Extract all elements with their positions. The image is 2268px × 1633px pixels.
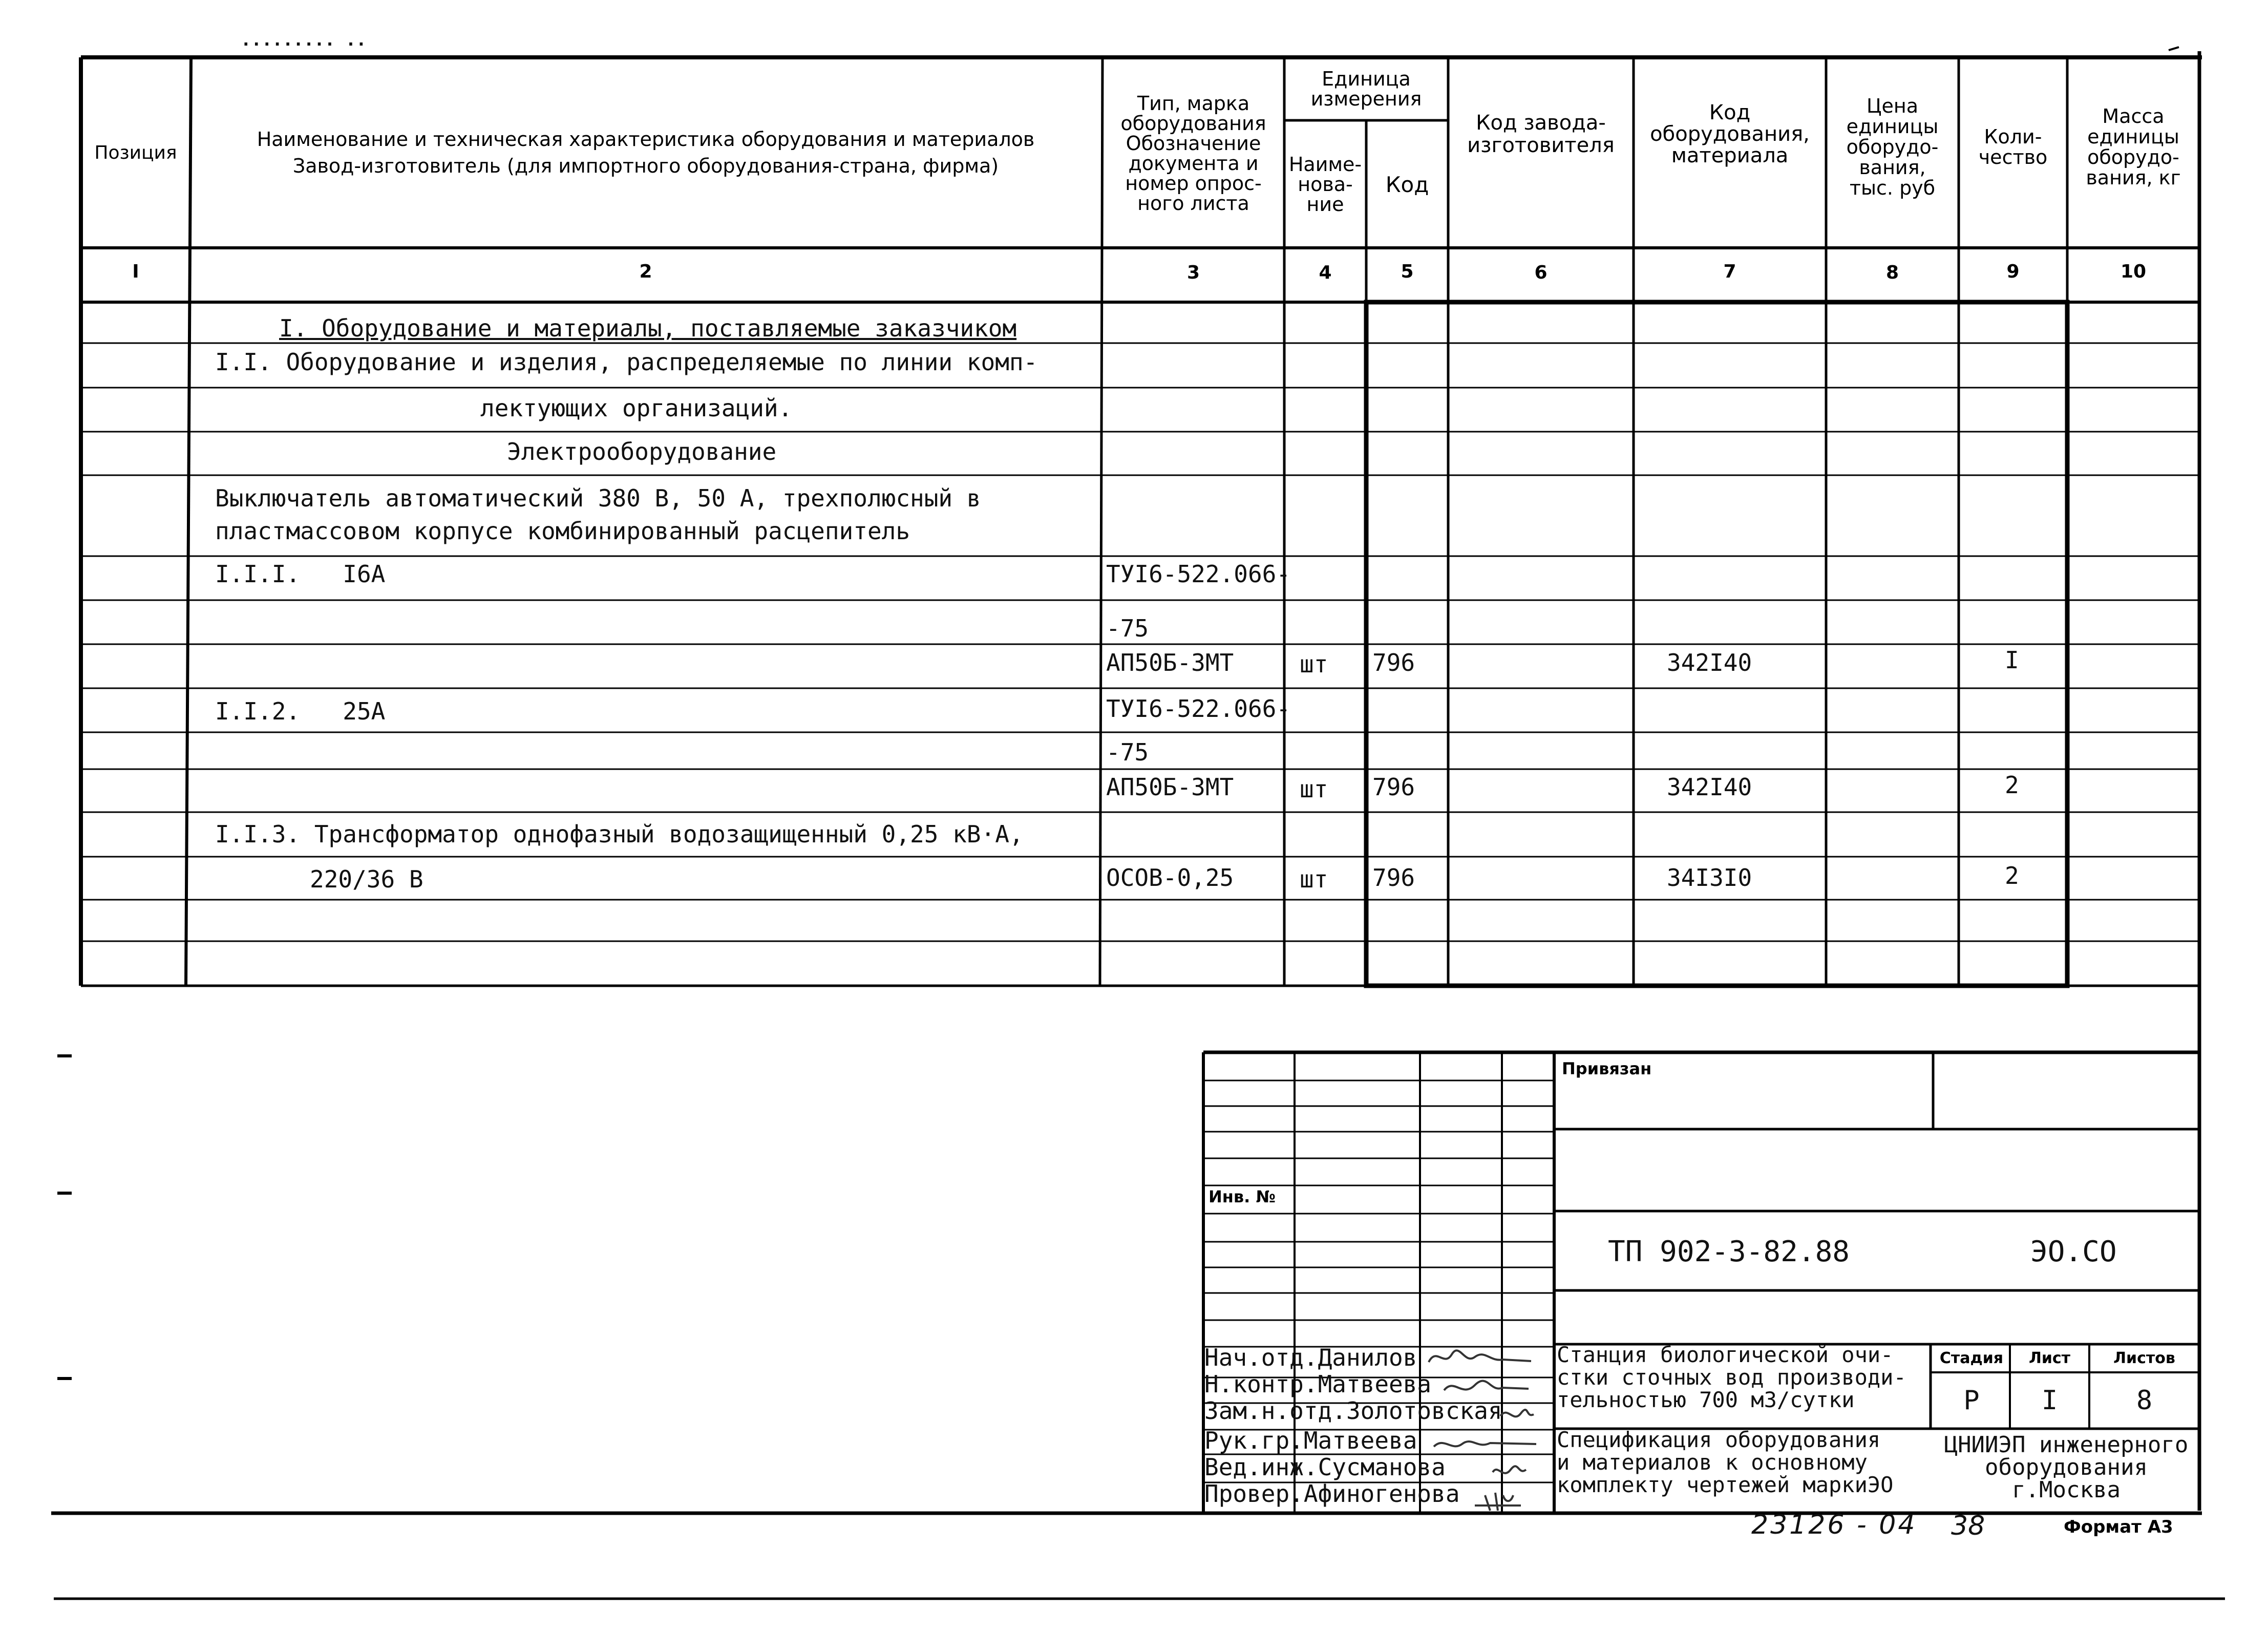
signature-role: Рук.гр.	[1204, 1427, 1304, 1454]
row-unit: шт	[1300, 865, 1328, 893]
row-code: 796	[1372, 773, 1415, 801]
signature-role: Вед.инж.	[1204, 1453, 1318, 1481]
footer-page-number: 38	[1951, 1511, 1985, 1541]
stamp-sheet: I	[2041, 1385, 2058, 1416]
signature-row	[1204, 1346, 1417, 1369]
row-name: 220/36 В	[310, 865, 423, 893]
signature-name: Сусманова	[1318, 1453, 1446, 1481]
stamp-attached-label: Привязан	[1562, 1059, 1652, 1078]
stamp-stage: Р	[1963, 1385, 1980, 1416]
row-type: ТУI6-522.066-	[1106, 695, 1291, 723]
header-type-mark: Тип, марка оборудования Обозначение документа и номер опрос- ного листа	[1120, 92, 1266, 215]
column-number-1: I	[132, 261, 139, 282]
column-number-6: 6	[1534, 262, 1548, 283]
signature-name: Матвеева	[1318, 1370, 1432, 1398]
row-code: 796	[1372, 649, 1415, 676]
row-type: -75	[1106, 738, 1149, 766]
signature-row	[1204, 1455, 1446, 1479]
header-mass: Масса единицы оборудо- вания, кг	[2086, 105, 2181, 189]
row-eq-code: 34I3I0	[1667, 864, 1752, 892]
row-name: Выключатель автоматический 380 В, 50 А, трехполюсный в	[215, 484, 981, 512]
corner-mark: ......... ..	[241, 30, 367, 50]
row-name: I.I. Оборудование и изделия, распределяемые по линии комп-	[215, 348, 1038, 376]
row-name: I. Оборудование и материалы, поставляемые заказчиком	[279, 314, 1017, 342]
stamp-organization: ЦНИИЭП инженерного оборудования г.Москва	[1944, 1432, 2189, 1503]
stamp-sheets-label: Листов	[2113, 1349, 2175, 1367]
stamp-doc-code: ТП 902-3-82.88	[1608, 1235, 1850, 1268]
row-name: лектующих организаций.	[480, 394, 793, 422]
signature-name: Золотовская	[1346, 1397, 1502, 1425]
stamp-doc-title: Спецификация оборудования и материалов к основному комплекту чертежей маркиЭО	[1557, 1427, 1894, 1497]
row-type: -75	[1106, 614, 1149, 642]
signature-role: Зам.н.отд.	[1204, 1397, 1346, 1425]
signature-role: Провер.	[1204, 1480, 1304, 1508]
stamp-stage-label: Стадия	[1939, 1349, 2004, 1367]
header-equipment-code: Код оборудования, материала	[1650, 101, 1810, 167]
signature-role: Н.контр.	[1204, 1370, 1318, 1398]
column-number-5: 5	[1401, 261, 1414, 282]
column-number-10: 10	[2120, 261, 2147, 282]
header-price: Цена единицы оборудо- вания, тыс. руб	[1846, 95, 1939, 199]
header-name: Наименование и техническая характеристика оборудования и материалов Завод-изготовитель (для импортного оборудования-страна, фирма)	[257, 128, 1035, 177]
signature-name: Матвеева	[1303, 1427, 1417, 1454]
row-qty: 2	[2005, 862, 2019, 889]
column-number-3: 3	[1186, 262, 1200, 283]
signature-row	[1204, 1429, 1417, 1452]
header-quantity: Коли- чество	[1978, 125, 2048, 168]
row-code: 796	[1372, 864, 1415, 892]
header-unit-group: Единица измерения	[1310, 68, 1422, 110]
signature-row	[1204, 1372, 1431, 1396]
stamp-project-title: Станция биологической очи- стки сточных вод производи- тельностью 700 м3/сутки	[1557, 1342, 1906, 1412]
row-type: ОСОВ-0,25	[1106, 864, 1234, 892]
header-unit-name: Наиме- нова- ние	[1288, 153, 1362, 216]
stamp-sheet-label: Лист	[2028, 1349, 2071, 1367]
column-number-9: 9	[2006, 261, 2020, 282]
row-name: I.I.3. Трансформатор однофазный водозащищенный 0,25 кВ·А,	[215, 820, 1024, 848]
row-name: I.I.I. I6А	[215, 560, 386, 588]
row-qty: 2	[2005, 771, 2019, 799]
header-factory-code: Код завода- изготовителя	[1467, 111, 1615, 157]
stamp-inv-label: Инв. №	[1209, 1187, 1276, 1206]
row-type: ТУI6-522.066-	[1106, 560, 1291, 588]
signature-name: Данилов	[1318, 1344, 1417, 1371]
stamp-doc-mark: ЭО.СО	[2030, 1235, 2117, 1268]
signature-name: Афиногенова	[1303, 1480, 1460, 1508]
footer-format: Формат А3	[2064, 1517, 2173, 1537]
signature-role: Нач.отд.	[1204, 1344, 1318, 1371]
column-number-2: 2	[639, 261, 652, 282]
row-type: АП50Б-3МТ	[1106, 773, 1234, 801]
row-name: I.I.2. 25А	[215, 697, 386, 725]
row-type: АП50Б-3МТ	[1106, 649, 1234, 676]
column-number-8: 8	[1885, 262, 1899, 283]
column-number-7: 7	[1723, 261, 1736, 282]
column-number-4: 4	[1319, 262, 1332, 283]
handwritten-signatures	[1413, 1342, 1557, 1516]
row-eq-code: 342I40	[1667, 773, 1752, 801]
footer-copy-number: 23126 - 04	[1751, 1510, 1917, 1540]
header-unit-code: Код	[1385, 172, 1429, 197]
stamp-sheets: 8	[2136, 1385, 2153, 1416]
header-position: Позиция	[94, 142, 177, 163]
row-qty: I	[2005, 646, 2019, 674]
row-eq-code: 342I40	[1667, 649, 1752, 676]
row-unit: шт	[1300, 775, 1328, 803]
row-unit: шт	[1300, 650, 1328, 678]
row-name: Электрооборудование	[507, 438, 777, 465]
row-name: пластмассовом корпусе комбинированный расцепитель	[215, 517, 910, 545]
